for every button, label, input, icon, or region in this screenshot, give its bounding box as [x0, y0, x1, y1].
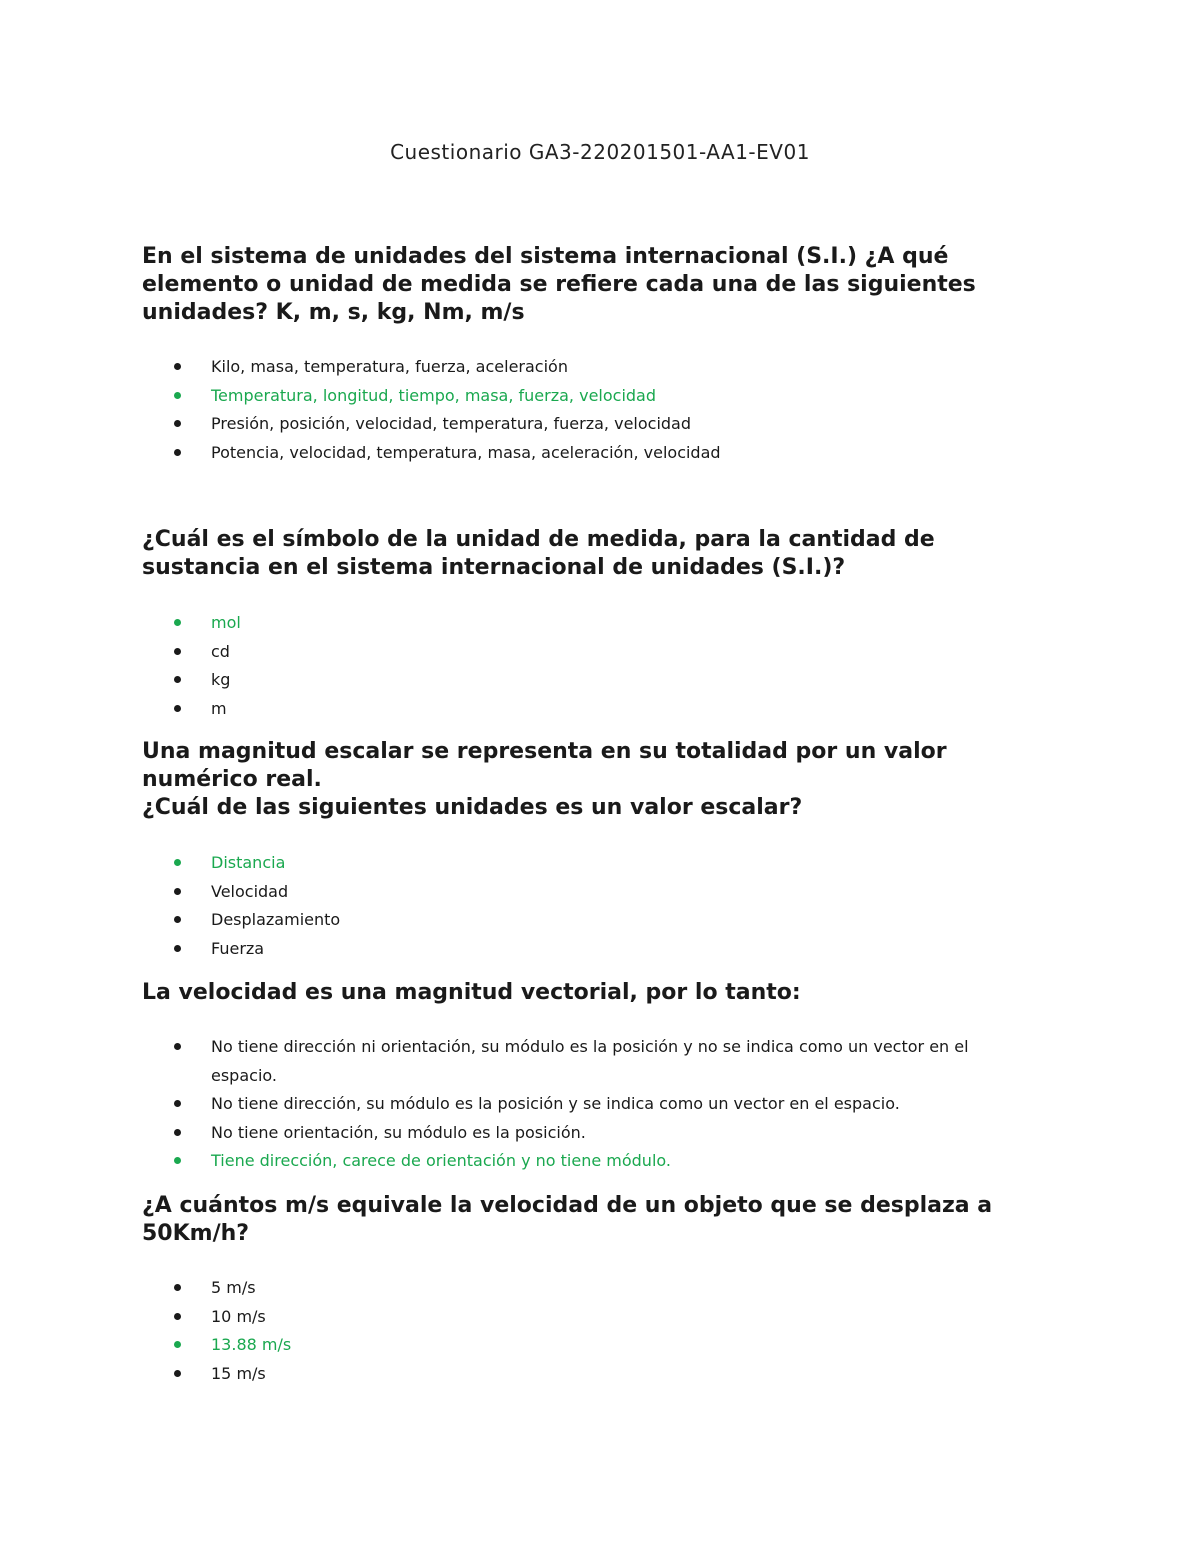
option-item [142, 666, 1042, 695]
bullet-icon [174, 945, 181, 952]
question-line: unidades? K, m, s, kg, Nm, m/s [142, 300, 525, 325]
option-item-correct [142, 1147, 1032, 1176]
options-list-4 [142, 1033, 1032, 1176]
bullet-icon [174, 363, 181, 370]
question-line: La velocidad es una magnitud vectorial, por lo tanto: [142, 980, 801, 1005]
options-list-2 [142, 609, 1042, 723]
question-line: En el sistema de unidades del sistema internacional (S.I.) ¿A qué [142, 244, 949, 269]
option-text: mol [211, 613, 241, 632]
bullet-icon [174, 619, 181, 626]
option-item [142, 1303, 1042, 1332]
bullet-icon [174, 1284, 181, 1291]
question-line: ¿Cuál es el símbolo de la unidad de medida, para la cantidad de [142, 527, 935, 552]
option-item [142, 439, 1042, 468]
option-text: 15 m/s [211, 1363, 266, 1383]
option-item [142, 353, 1042, 382]
options-list-3 [142, 849, 1042, 963]
option-text: 5 m/s [211, 1278, 256, 1297]
option-item [142, 695, 1042, 724]
option-text: Distancia [211, 853, 286, 872]
option-text: kg [211, 670, 231, 689]
option-item [142, 410, 1042, 439]
option-item [142, 935, 1042, 964]
option-text: 13.88 m/s [211, 1335, 292, 1354]
question-3 [142, 738, 1042, 822]
bullet-icon [174, 1129, 181, 1136]
option-text: Presión, posición, velocidad, temperatura, fuerza, velocidad [211, 414, 691, 433]
option-item [142, 878, 1042, 907]
question-line: ¿Cuál de las siguientes unidades es un valor escalar? [142, 795, 803, 820]
option-item [142, 906, 1042, 935]
option-text: No tiene dirección, su módulo es la posición y se indica como un vector en el espacio. [211, 1094, 900, 1113]
bullet-icon [174, 449, 181, 456]
option-text: cd [211, 641, 230, 661]
bullet-icon [174, 916, 181, 923]
bullet-icon [174, 888, 181, 895]
question-line: sustancia en el sistema internacional de unidades (S.I.)? [142, 555, 846, 580]
option-item-correct [142, 609, 1042, 638]
option-item [142, 638, 1042, 667]
question-5 [142, 1192, 1042, 1248]
option-item-correct [142, 1331, 1042, 1360]
options-list-1 [142, 353, 1042, 467]
bullet-icon [174, 705, 181, 712]
option-text: Kilo, masa, temperatura, fuerza, aceleración [211, 357, 568, 376]
option-text: m [211, 698, 227, 718]
question-line: elemento o unidad de medida se refiere cada una de las siguientes [142, 272, 976, 297]
bullet-icon [174, 1157, 181, 1164]
bullet-icon [174, 1100, 181, 1107]
bullet-icon [174, 1313, 181, 1320]
bullet-icon [174, 676, 181, 683]
option-text: Velocidad [211, 881, 289, 901]
option-item [142, 1090, 1032, 1119]
question-line: ¿A cuántos m/s equivale la velocidad de un objeto que se desplaza a [142, 1193, 993, 1218]
option-item [142, 1119, 1032, 1148]
document-title: Cuestionario GA3-220201501-AA1-EV01 [390, 140, 810, 164]
bullet-icon [174, 420, 181, 427]
option-item [142, 1274, 1042, 1303]
option-text: Temperatura, longitud, tiempo, masa, fuerza, velocidad [211, 385, 656, 405]
question-4 [142, 979, 1042, 1007]
option-text: No tiene orientación, su módulo es la posición. [211, 1122, 586, 1142]
option-item [142, 1033, 1032, 1090]
option-item-correct [142, 382, 1042, 411]
options-list-5 [142, 1274, 1042, 1388]
option-text: Desplazamiento [211, 910, 341, 929]
question-1 [142, 243, 1042, 327]
question-line: 50Km/h? [142, 1221, 250, 1246]
bullet-icon [174, 392, 181, 399]
option-text: Fuerza [211, 938, 265, 958]
option-text: Potencia, velocidad, temperatura, masa, aceleración, velocidad [211, 442, 721, 462]
question-line: numérico real. [142, 767, 322, 792]
option-text: No tiene dirección ni orientación, su módulo es la posición y no se indica como un vector en el espacio. [211, 1037, 969, 1085]
bullet-icon [174, 1341, 181, 1348]
option-item [142, 1360, 1042, 1389]
option-item-correct [142, 849, 1042, 878]
bullet-icon [174, 859, 181, 866]
option-text: Tiene dirección, carece de orientación y no tiene módulo. [211, 1151, 671, 1170]
question-line: Una magnitud escalar se representa en su totalidad por un valor [142, 739, 947, 764]
question-2 [142, 526, 1042, 582]
bullet-icon [174, 1370, 181, 1377]
option-text: 10 m/s [211, 1306, 266, 1326]
bullet-icon [174, 648, 181, 655]
bullet-icon [174, 1043, 181, 1050]
